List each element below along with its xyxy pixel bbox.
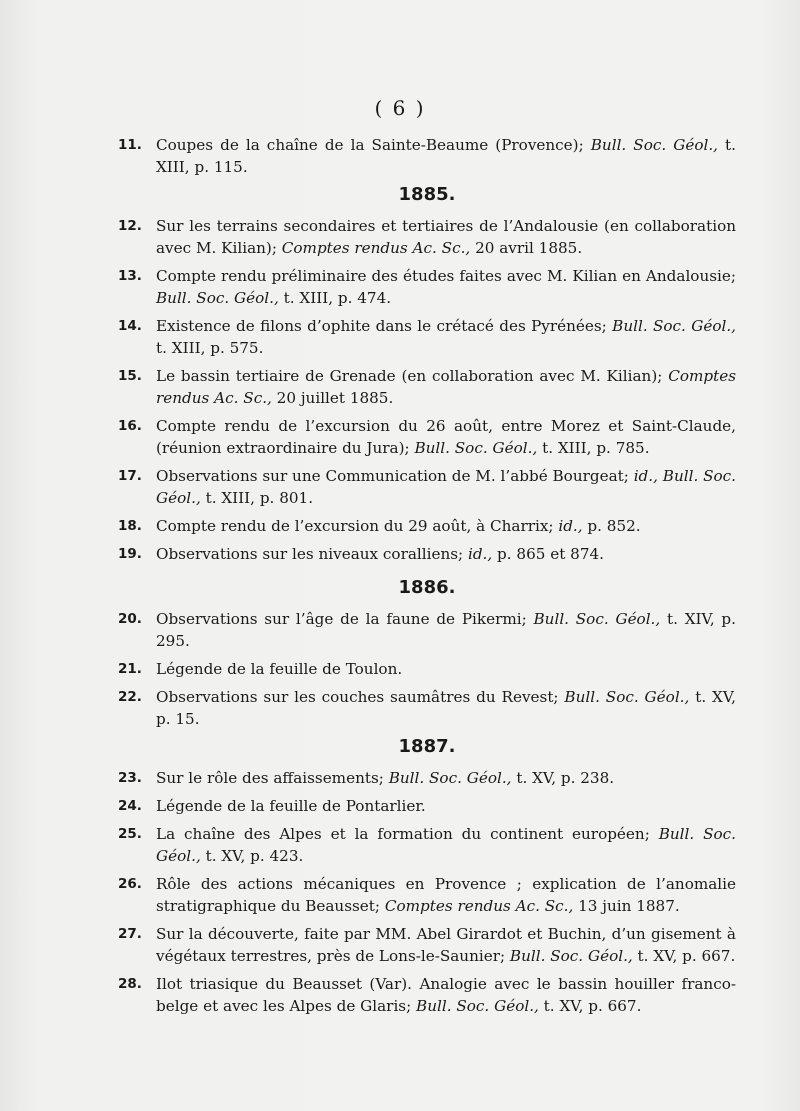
entry-number: 18. [118, 518, 142, 534]
entry-number: 19. [118, 546, 142, 562]
entry-title: Sur la découverte, faite par MM. Abel Girardot et Buchin, d’un gisement à végétaux terrestres, près de Lons-le-Saunier; [156, 925, 736, 965]
entry-journal: id., Bull. Soc. Géol., [156, 467, 736, 507]
group-1887 [118, 767, 736, 1017]
bibliography-entry [118, 515, 736, 537]
entry-reference: 13 juin 1887. [573, 897, 680, 915]
bibliography-entry [118, 923, 736, 967]
entry-reference: t. XIII, p. 801. [200, 489, 314, 507]
entry-number: 16. [118, 418, 142, 434]
entry-title: La chaîne des Alpes et la formation du continent européen; [156, 825, 659, 843]
bibliography-entry [118, 365, 736, 409]
entry-text [118, 658, 736, 680]
entry-title: Rôle des actions mécaniques en Provence ; explication de l’anomalie stratigraphique du Beausset; [156, 875, 736, 915]
entry-journal: Bull. Soc. Géol., [590, 136, 719, 154]
entry-reference: t. XIII, p. 115. [156, 136, 736, 176]
bibliography-entry [118, 795, 736, 817]
entry-journal: Comptes rendus Ac. Sc., [384, 897, 574, 915]
entry-journal: id., [467, 545, 493, 563]
entry-journal: Bull. Soc. Géol., [388, 769, 512, 787]
bibliography-entry [118, 265, 736, 309]
bibliography-entry [118, 415, 736, 459]
entry-title: Compte rendu préliminaire des études faites avec M. Kilian en Andalousie; [156, 267, 736, 285]
entry-title: Observations sur l’âge de la faune de Pikermi; [156, 610, 534, 628]
entry-text [118, 923, 736, 967]
entry-title: Observations sur les niveaux coralliens; [156, 545, 468, 563]
entry-text [118, 973, 736, 1017]
entry-number: 27. [118, 926, 142, 942]
entry-text [118, 767, 736, 789]
entry-reference: p. 865 et 874. [492, 545, 604, 563]
year-heading-1887: 1887. [398, 736, 456, 757]
bibliography-entry [118, 873, 736, 917]
year-heading-1886: 1886. [398, 577, 456, 598]
entry-reference: t. XIII, p. 474. [278, 289, 392, 307]
bibliography-entry [118, 973, 736, 1017]
entry-title: Observations sur une Communication de M. l’abbé Bourgeat; [156, 467, 634, 485]
entry-reference: t. XV, p. 423. [200, 847, 304, 865]
entry-number: 17. [118, 468, 142, 484]
entry-text [118, 465, 736, 509]
bibliography-entry [118, 658, 736, 680]
entry-journal: Bull. Soc. Géol., [509, 947, 633, 965]
entry-journal: Bull. Soc. Géol., [564, 688, 690, 706]
bibliography-entry [118, 608, 736, 652]
entry-number: 15. [118, 368, 142, 384]
entry-journal: Bull. Soc. Géol., [533, 610, 661, 628]
bibliography-entry [118, 315, 736, 359]
entry-journal: Bull. Soc. Géol., [156, 289, 279, 307]
entry-number: 20. [118, 611, 142, 627]
entry-title: Légende de la feuille de Toulon. [156, 660, 403, 678]
entry-journal: Comptes rendus Ac. Sc., [281, 239, 471, 257]
entry-title: Sur le rôle des affaissements; [156, 769, 389, 787]
group-top [118, 134, 736, 178]
entry-text [118, 134, 736, 178]
entry-title: Existence de filons d’ophite dans le crétacé des Pyrénées; [156, 317, 613, 335]
entry-number: 12. [118, 218, 142, 234]
entry-text [118, 215, 736, 259]
bibliography-entry [118, 823, 736, 867]
entry-reference: t. XV, p. 667. [632, 947, 736, 965]
entry-number: 21. [118, 661, 142, 677]
entry-reference: 20 avril 1885. [470, 239, 583, 257]
entry-journal: Bull. Soc. Géol., [416, 997, 539, 1015]
bibliography-entry [118, 465, 736, 509]
entry-number: 22. [118, 689, 142, 705]
entry-number: 28. [118, 976, 142, 992]
group-1885 [118, 215, 736, 565]
entry-reference: t. XIII, p. 785. [537, 439, 650, 457]
entry-number: 25. [118, 826, 142, 842]
entry-reference: t. XV, p. 667. [538, 997, 642, 1015]
entry-number: 14. [118, 318, 142, 334]
entry-journal: Bull. Soc. Géol., [414, 439, 538, 457]
entry-journal: id., [558, 517, 583, 535]
entry-title: Légende de la feuille de Pontarlier. [156, 797, 426, 815]
entry-number: 24. [118, 798, 142, 814]
entry-title: Coupes de la chaîne de la Sainte-Beaume (Provence); [156, 136, 591, 154]
year-heading-1885: 1885. [398, 184, 456, 205]
entry-text [118, 543, 736, 565]
group-1886 [118, 608, 736, 730]
entry-number: 23. [118, 770, 142, 786]
entry-title: Compte rendu de l’excursion du 26 août, entre Morez et Saint-Claude, (réunion extraordinaire du Jura); [156, 417, 736, 457]
entry-reference: 20 juillet 1885. [271, 389, 394, 407]
entry-text [118, 608, 736, 652]
entry-reference: t. XV, p. 238. [511, 769, 615, 787]
entry-title: Ilot triasique du Beausset (Var). Analogie avec le bassin houiller franco-belge et avec les Alpes de Glaris; [156, 975, 736, 1015]
entry-title: Compte rendu de l’excursion du 29 août, à Charrix; [156, 517, 559, 535]
entry-title: Observations sur les couches saumâtres du Revest; [156, 688, 565, 706]
entry-reference: t. XIII, p. 575. [156, 339, 264, 357]
entry-journal: Comptes rendus Ac. Sc., [156, 367, 736, 407]
entry-text [118, 823, 736, 867]
bibliography-entry [118, 134, 736, 178]
entry-text [118, 515, 736, 537]
page-number: ( 6 ) [374, 96, 426, 120]
bibliography-entry [118, 767, 736, 789]
entry-text [118, 315, 736, 359]
entry-reference: t. XV, p. 15. [156, 688, 736, 728]
bibliography-entry [118, 686, 736, 730]
entry-journal: Bull. Soc. Géol., [612, 317, 736, 335]
entry-text [118, 365, 736, 409]
entry-title: Sur les terrains secondaires et tertiaires de l’Andalousie (en collaboration avec M. Kilian); [156, 217, 736, 257]
entry-title: Le bassin tertiaire de Grenade (en collaboration avec M. Kilian); [156, 367, 669, 385]
entry-text [118, 686, 736, 730]
entry-text [118, 795, 736, 817]
entry-journal: Bull. Soc. Géol., [156, 825, 736, 865]
bibliography-list [118, 134, 736, 1023]
entry-text [118, 415, 736, 459]
bibliography-entry [118, 215, 736, 259]
entry-text [118, 265, 736, 309]
entry-number: 11. [118, 137, 142, 153]
entry-reference: p. 852. [582, 517, 641, 535]
entry-number: 26. [118, 876, 142, 892]
bibliography-entry [118, 543, 736, 565]
entry-number: 13. [118, 268, 142, 284]
entry-reference: t. XIV, p. 295. [156, 610, 736, 650]
entry-text [118, 873, 736, 917]
